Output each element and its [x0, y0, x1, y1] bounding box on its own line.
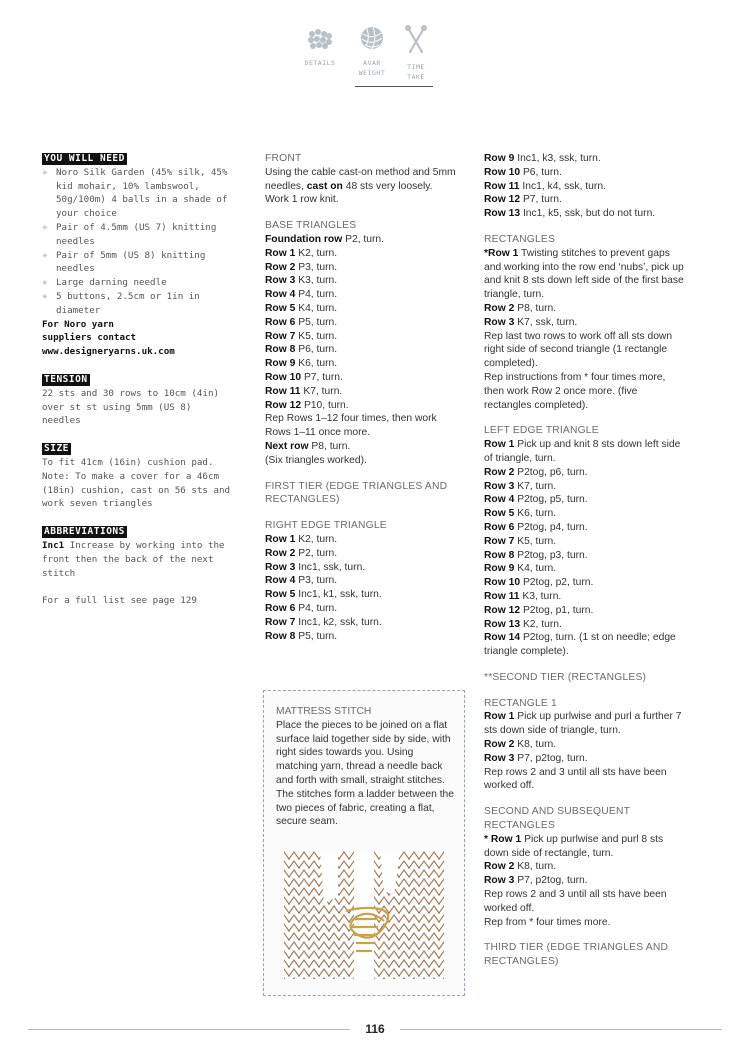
row-text: K5, turn. [517, 535, 557, 547]
row-text: K2, turn. [522, 618, 562, 630]
row-label: Row 3 [265, 561, 296, 573]
section-heading: SIZE [44, 443, 69, 455]
bullet-star-icon: ✳ [42, 277, 48, 289]
section-heading: FIRST TIER (EDGE TRIANGLES AND RECTANGLES) [265, 480, 448, 506]
repeat-text: Rep last two rows to work off all sts down right side of second triangle (1 rectangle completed). [484, 330, 673, 370]
row-instruction [484, 438, 684, 466]
box-heading: MATTRESS STITCH [276, 706, 372, 717]
base-rows-list [265, 247, 465, 413]
row-instruction [265, 274, 465, 288]
row-label: Row 5 [484, 508, 515, 520]
list-item: ✳ Noro Silk Garden (45% silk, 45% kid mohair, 10% lambswool, 50g/100m) 4 balls in a shade of your choice [42, 166, 228, 220]
row-text: K7, turn. [303, 385, 343, 397]
row-label: Row 8 [265, 344, 296, 356]
row-instruction [484, 466, 684, 480]
row-text: P6, turn. [298, 344, 338, 356]
row-label: Row 5 [265, 302, 296, 314]
row-instruction [265, 288, 465, 302]
row-instruction [265, 385, 465, 399]
row-label: * Row 1 [484, 833, 522, 845]
right-edge-rows-continued [484, 152, 684, 221]
row-instruction [265, 371, 465, 385]
row-text: Inc1, k4, ssk, turn. [522, 180, 606, 192]
row-text: K3, turn. [522, 590, 562, 602]
pattern-column-1 [265, 152, 465, 643]
row-instruction [484, 193, 684, 207]
row-instruction [265, 602, 465, 616]
front-instructions-2: Work 1 row knit. [265, 194, 339, 206]
row-text: P7, p2tog, turn. [517, 752, 588, 764]
row-text: P2tog, p5, turn. [517, 494, 588, 506]
row-instruction [484, 833, 684, 861]
row-instruction [484, 535, 684, 549]
row-text: P3, turn. [298, 575, 338, 587]
row-label: Row 12 [265, 399, 302, 411]
section-heading: RECTANGLES [484, 233, 556, 245]
section-heading: RECTANGLE 1 [484, 697, 557, 709]
row-text: K6, turn. [298, 358, 338, 370]
row-text: Inc1, k2, ssk, turn. [298, 616, 382, 628]
row-label: Row 10 [484, 166, 521, 178]
row-instruction [484, 521, 684, 535]
row-label: Row 2 [484, 861, 515, 873]
row-instruction [265, 261, 465, 275]
row-text: Pick up and knit 8 sts down left side of triangle, turn. [484, 439, 681, 464]
row-text: Inc1, ssk, turn. [298, 561, 366, 573]
row-instruction [265, 302, 465, 316]
icon-caption: AVAR [363, 59, 381, 67]
tension-section [42, 373, 232, 428]
row-instruction [484, 562, 684, 576]
size-text: To fit 41cm (16in) cushion pad. Note: To make a cover for a 46cm (18in) cushion, cast on 56 sts and work seven triangles [42, 456, 231, 510]
section-heading: RIGHT EDGE TRIANGLE [265, 520, 387, 532]
row-text: P2tog, p1, turn. [522, 604, 594, 616]
suppliers-line-2: suppliers contact [42, 332, 137, 344]
row-instruction [484, 576, 684, 590]
repeat-text: Rep rows 2 and 3 until all sts have been worked off. [484, 766, 667, 792]
front-instructions: Using the cable cast-on method and 5mm needles, cast on 48 sts very loosely. [265, 166, 456, 192]
row-instruction [265, 330, 465, 344]
bullet-star-icon: ✳ [42, 221, 48, 233]
row-instruction [484, 207, 684, 221]
mattress-stitch-text-block [276, 705, 456, 829]
row-label: Row 2 [265, 547, 296, 559]
row-instruction [484, 631, 684, 659]
row-label: Row 9 [484, 153, 515, 164]
box-text: Place the pieces to be joined on a flat surface laid together side by side, with right sides towards you. Using matching yarn, thread a needle back and forth with small, straight stitches. The stitches form a ladder between the two pieces of fabric, creating a flat, secure seam. [276, 719, 455, 828]
materials-list [42, 166, 232, 318]
row-label: Row 9 [265, 358, 296, 370]
row-instruction [484, 507, 684, 521]
row-text: K8, turn. [517, 739, 557, 751]
section-heading: SECOND AND SUBSEQUENT RECTANGLES [484, 806, 630, 832]
row-text: Pick up purlwise and purl a further 7 sts down side of triangle, turn. [484, 711, 682, 737]
row-text: K4, turn. [517, 563, 557, 575]
row-instruction [265, 316, 465, 330]
row-instruction [484, 166, 684, 180]
row-text: Pick up purlwise and purl 8 sts down side of rectangle, turn. [484, 833, 664, 859]
section-heading: LEFT EDGE TRIANGLE [484, 425, 599, 437]
row-label: Row 13 [484, 208, 521, 220]
row-text: K7, turn. [517, 480, 557, 492]
row-label: Row 11 [484, 590, 520, 602]
row-label: Row 1 [265, 247, 296, 259]
row-text: Inc1, k3, ssk, turn. [517, 153, 601, 164]
abbreviations-section [42, 525, 232, 608]
row-label: Row 1 [265, 533, 296, 545]
row-text: K5, turn. [298, 330, 338, 342]
row-label: Row 4 [265, 289, 296, 301]
section-heading: ABBREVIATIONS [44, 526, 125, 538]
bullet-star-icon: ✳ [42, 249, 48, 261]
row-label: Row 14 [484, 632, 521, 644]
row-label: Row 12 [484, 604, 521, 616]
pattern-column-2 [484, 152, 684, 969]
row-text: P3, turn. [298, 261, 338, 273]
size-section [42, 442, 232, 511]
section-heading: YOU WILL NEED [44, 153, 125, 164]
row-instruction [484, 874, 684, 888]
row-label: Row 3 [484, 752, 515, 764]
repeat-text: Rep from * four times more. [484, 916, 611, 928]
repeat-text: Rep Rows 1–12 four times, then work Rows 1–11 once more. [265, 413, 437, 439]
row-instruction: Row 2 P8, turn. [484, 302, 557, 314]
row-instruction: Next row P8, turn. [265, 440, 351, 452]
row-instruction [484, 604, 684, 618]
row-text: P4, turn. [298, 289, 338, 301]
icon-caption: TIME [407, 63, 425, 71]
row-text: K8, turn. [517, 861, 557, 873]
row-instruction [484, 738, 684, 752]
materials-sidebar [42, 152, 232, 622]
rectangle-1-rows-list [484, 710, 684, 765]
mattress-stitch-illustration [284, 851, 444, 979]
row-instruction [484, 549, 684, 563]
row-label: Row 10 [265, 371, 302, 383]
section-heading: THIRD TIER (EDGE TRIANGLES AND RECTANGLES) [484, 942, 669, 968]
mattress-stitch-box [263, 690, 465, 996]
row-label: Row 9 [484, 563, 515, 575]
abbreviation-definition: Increase by working into the front then the back of the next stitch [42, 539, 225, 579]
row-text: P6, turn. [522, 166, 562, 178]
abbreviations-more: For a full list see page 129 [42, 595, 197, 607]
bullet-star-icon: ✳ [42, 290, 48, 302]
row-instruction [484, 590, 684, 604]
row-instruction [265, 247, 465, 261]
row-text: P7, turn. [522, 194, 562, 206]
row-text: Inc1, k1, ssk, turn. [298, 589, 382, 601]
repeat-text: Rep rows 2 and 3 until all sts have been worked off. [484, 889, 667, 914]
row-instruction [484, 480, 684, 494]
left-edge-rows-list [484, 438, 684, 659]
row-text: K4, turn. [298, 302, 338, 314]
row-text: P2tog, p6, turn. [517, 466, 588, 478]
row-instruction [484, 152, 684, 166]
page-number: 116 [365, 1022, 385, 1036]
row-label: Row 8 [265, 630, 296, 642]
you-will-need-section [42, 152, 232, 359]
row-text: P10, turn. [303, 399, 349, 411]
row-label: Row 7 [265, 616, 296, 628]
row-label: Row 2 [265, 261, 296, 273]
row-label: Row 6 [265, 602, 296, 614]
row-label: Row 8 [484, 549, 515, 561]
row-label: Row 2 [484, 739, 515, 751]
icon-caption-2: TAKE [407, 73, 425, 81]
row-text: P2, turn. [298, 547, 338, 559]
row-label: Row 3 [265, 275, 296, 287]
stitches-icon-group [298, 24, 342, 67]
row-text: K2, turn. [298, 247, 338, 259]
row-text: P7, p2tog, turn. [517, 875, 588, 887]
row-text: K3, turn. [298, 275, 338, 287]
row-instruction: Row 3 K7, ssk, turn. [484, 316, 578, 328]
row-instruction [265, 357, 465, 371]
row-instruction [265, 399, 465, 413]
row-instruction [484, 180, 684, 194]
list-item: ✳ Pair of 5mm (US 8) knitting needles [42, 249, 206, 275]
needles-icon-group [400, 24, 432, 81]
row-text: K2, turn. [298, 533, 338, 545]
row-text: K6, turn. [517, 508, 557, 520]
suppliers-url: www.designeryarns.uk.com [42, 346, 175, 358]
abbreviation-term: Inc1 [42, 539, 65, 551]
needles-icon [402, 24, 430, 56]
row-text: P2tog, turn. (1 st on needle; edge triangle complete). [484, 632, 676, 658]
row-instruction [484, 618, 684, 632]
repeat-text: Rep instructions from * four times more, then work Row 2 once more. (five rectangles completed). [484, 371, 666, 411]
right-edge-rows-list [265, 533, 465, 643]
row-instruction [265, 343, 465, 357]
row-text: P2tog, p2, turn. [522, 577, 594, 589]
list-item: ✳ Pair of 4.5mm (US 7) knitting needles [42, 221, 217, 247]
top-icons [298, 24, 434, 86]
row-text: Inc1, k5, ssk, but do not turn. [522, 208, 656, 220]
abbreviation-entry [42, 539, 232, 580]
row-label: Row 5 [265, 589, 296, 601]
header-rule [355, 86, 433, 87]
yarn-ball-icon-group [354, 24, 390, 77]
triangles-note: (Six triangles worked). [265, 454, 367, 466]
row-instruction [265, 574, 465, 588]
row-text: P4, turn. [298, 602, 338, 614]
row-label: Row 6 [484, 521, 515, 533]
row-label: Row 3 [484, 480, 515, 492]
list-item: ✳ Large darning needle [42, 277, 167, 289]
row-label: Row 11 [484, 180, 520, 192]
row-instruction [484, 752, 684, 766]
bullet-star-icon: ✳ [42, 166, 48, 178]
row-instruction [265, 561, 465, 575]
row-instruction [484, 493, 684, 507]
row-text: P2tog, p3, turn. [517, 549, 588, 561]
row-label: Row 10 [484, 577, 521, 589]
stitches-icon [306, 24, 334, 52]
footer-rule-left [28, 1029, 350, 1030]
row-instruction: Foundation row P2, turn. [265, 233, 385, 245]
tension-text: 22 sts and 30 rows to 10cm (4in) over st st using 5mm (US 8) needles [42, 387, 220, 427]
yarn-ball-icon [358, 24, 386, 52]
row-label: Row 1 [484, 439, 515, 451]
row-instruction [265, 588, 465, 602]
row-label: Row 6 [265, 316, 296, 328]
footer-rule-right [400, 1029, 722, 1030]
row-label: Row 13 [484, 618, 521, 630]
subsequent-rows-list [484, 833, 684, 888]
icon-caption: DETAILS [304, 59, 336, 67]
row-label: Row 11 [265, 385, 301, 397]
row-instruction [265, 533, 465, 547]
row-label: Row 1 [484, 711, 515, 723]
row-instruction [484, 710, 684, 738]
row-text: P2tog, p4, turn. [517, 521, 588, 533]
row-label: Row 3 [484, 875, 515, 887]
row-text: P7, turn. [303, 371, 343, 383]
row-label: Row 7 [265, 330, 296, 342]
section-heading: TENSION [44, 373, 88, 385]
section-heading: **SECOND TIER (RECTANGLES) [484, 671, 647, 683]
row-instruction [265, 616, 465, 630]
row-label: Row 12 [484, 194, 521, 206]
icon-caption-2: WEIGHT [358, 69, 386, 77]
section-heading: BASE TRIANGLES [265, 220, 357, 232]
row-text: P5, turn. [298, 316, 338, 328]
row-text: P5, turn. [298, 630, 338, 642]
row-label: Row 2 [484, 466, 515, 478]
row-instruction [265, 630, 465, 644]
row-instruction: *Row 1 Twisting stitches to prevent gaps and working into the row end ‘nubs’, pick up and knit 8 sts down left side of the first base triangle, turn. [484, 247, 684, 301]
row-instruction [484, 860, 684, 874]
section-heading: FRONT [265, 153, 302, 164]
row-instruction [265, 547, 465, 561]
row-label: Row 4 [265, 575, 296, 587]
row-label: Row 4 [484, 494, 515, 506]
suppliers-line-1: For Noro yarn [42, 318, 114, 330]
list-item: ✳ 5 buttons, 2.5cm or 1in in diameter [42, 290, 200, 316]
row-label: Row 7 [484, 535, 515, 547]
